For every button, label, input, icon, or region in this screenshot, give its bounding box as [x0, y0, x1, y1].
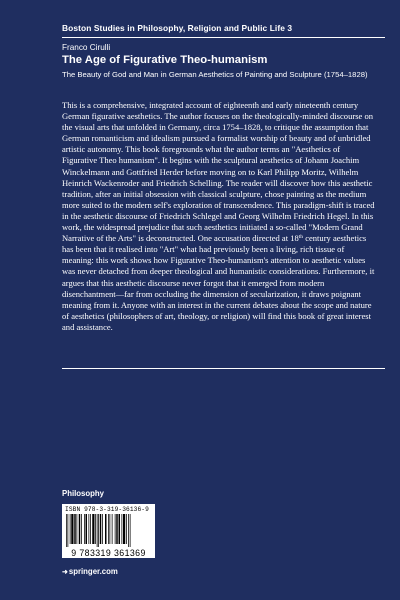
- barcode-bar: [86, 514, 88, 544]
- author-name: Franco Cirulli: [62, 43, 111, 52]
- barcode-bar: [115, 514, 116, 544]
- barcode-bar: [130, 514, 131, 547]
- barcode-bar: [84, 514, 85, 544]
- book-title: The Age of Figurative Theo-humanism: [62, 54, 268, 66]
- blurb-part-1: This is a comprehensive, integrated account of eighteenth and early nineteenth century German figurative aesthetics. The author focuses on the theologically-minded discourse on the visual arts that unfolded in Germany, circa 1754–1828, to critique the assumption that German romanticism and idealism pursued a formalist worship of beauty and of unbridled artistic autonomy. This book foregrounds what the author terms an "Aesthetics of Figurative Theo humanism". It begins with the sculptural aesthetics of Johann Joachim Winckelmann and Gottfried Herder before moving on to Karl Philipp Moritz, Wilhelm Heinrich Wackenroder and Friedrich Schelling. The reader will discover how this aesthetic tradition, after an initial obsession with classical sculpture, chose painting as the medium more suited to the modern self's exploration of transcendence. This paradigm-shift is traced in the aesthetic discourse of Friedrich Schlegel and Georg Wilhelm Friedrich Hegel. In this work, the widespread prejudice that such aesthetics initiated a so-called "Modern Grand Narrative of the Arts" is deconstructed. One accusation directed at 18: [62, 100, 375, 244]
- barcode-bar: [74, 514, 76, 544]
- barcode-bar: [108, 514, 109, 544]
- header-rule: [62, 37, 385, 38]
- book-subtitle: The Beauty of God and Man in German Aesthetics of Painting and Sculpture (1754–1828): [62, 70, 368, 79]
- barcode-bar: [90, 514, 91, 544]
- barcode-bar: [66, 514, 67, 547]
- barcode-bar: [70, 514, 71, 544]
- blurb-text: [62, 100, 376, 333]
- barcode-bar: [110, 514, 111, 544]
- barcode-bar: [112, 514, 113, 544]
- isbn-label: ISBN 978-3-319-36136-9: [65, 506, 149, 513]
- barcode-bar: [92, 514, 94, 544]
- website-text: springer.com: [68, 567, 118, 576]
- barcode-bar: [79, 514, 81, 544]
- barcode-box: [62, 504, 155, 558]
- barcode-bar: [77, 514, 78, 544]
- barcode-bar: [126, 514, 127, 544]
- publisher-website[interactable]: [62, 567, 118, 576]
- barcode-bar: [71, 514, 73, 544]
- series-title: Boston Studies in Philosophy, Religion and Public Life 3: [62, 23, 293, 33]
- barcode-number: 9 783319 361369: [71, 548, 146, 558]
- barcode-bar: [100, 514, 102, 544]
- barcode-bar: [89, 514, 90, 544]
- barcode-bar: [123, 514, 125, 544]
- blurb-rule: [62, 368, 385, 369]
- barcode-bar: [102, 514, 103, 544]
- barcode-bar: [128, 514, 129, 547]
- barcode-bar: [95, 514, 96, 544]
- barcode-bar: [97, 514, 98, 547]
- barcode-bar: [116, 514, 118, 544]
- barcode-graphic: [65, 514, 152, 547]
- barcode-bar: [122, 514, 123, 544]
- arrow-right-icon: ➜: [62, 569, 68, 576]
- blurb-part-2: century aesthetics has been that it realised into "Art" what had previously been a living, rich tissue of meaning: this work shows how Figurative Theo-humanism's attention to aesthetic values was never detached from deeper theological and humanistic considerations. Furthermore, it argues that this aesthetic discourse never forgot that it emerged from modern disenchantment—far from occluding the dimension of secularization, it draws poignant meaning from it. Anyone with an interest in the current debates about the scope and nature of aesthetics (philosophers of art, theology, or religion) will find this book of great interest and assistance.: [62, 233, 375, 332]
- barcode-bar: [68, 514, 69, 547]
- barcode-bar: [81, 514, 82, 544]
- blurb-superscript: th: [298, 234, 304, 241]
- subject-category: Philosophy: [62, 489, 105, 498]
- barcode-bar: [105, 514, 107, 544]
- barcode-bar: [98, 514, 99, 547]
- barcode-bar: [119, 514, 121, 544]
